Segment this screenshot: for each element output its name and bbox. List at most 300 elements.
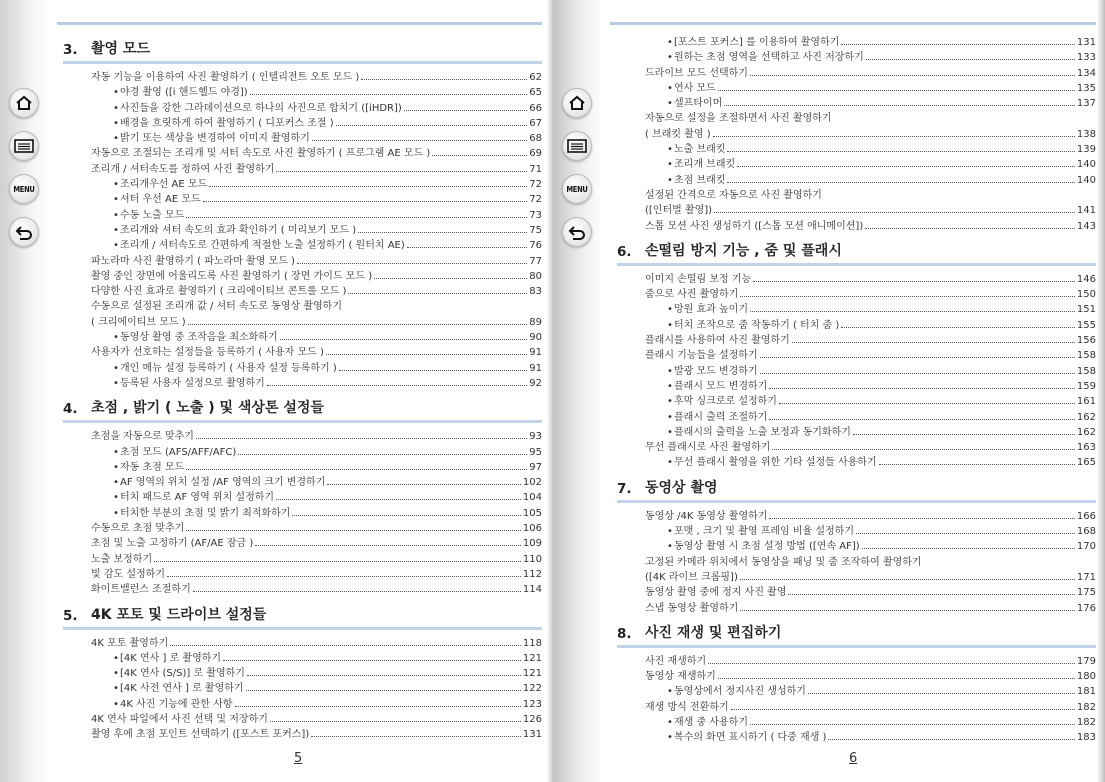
bullet-icon: •: [113, 209, 119, 221]
toc-entry[interactable]: [91, 192, 542, 207]
toc-entry-label: 줌으로 사진 촬영하기: [645, 289, 739, 301]
toc-entry[interactable]: [645, 157, 1096, 172]
top-rule: [57, 22, 542, 25]
toc-entry[interactable]: [645, 272, 1096, 287]
toc-entry[interactable]: [645, 173, 1096, 188]
dot-leader: [760, 357, 1075, 358]
toc-entry[interactable]: [91, 582, 542, 597]
toc-entry-page: 91: [529, 362, 542, 374]
dot-leader: [865, 228, 1075, 229]
home-button[interactable]: [562, 88, 592, 118]
dot-leader: [740, 610, 1075, 611]
top-rule: [610, 22, 1096, 25]
toc-entry[interactable]: [91, 567, 542, 582]
dot-leader: [223, 660, 521, 661]
toc-entry-page: 134: [1076, 67, 1096, 79]
toc-entry[interactable]: [91, 177, 542, 192]
toc-entry-text: [113, 192, 201, 207]
toc-entry-page: 121: [522, 668, 542, 680]
toc-entry-label: 동영상 촬영 시 초점 설정 방법 ([연속 AF]): [674, 541, 860, 553]
toc-entry[interactable]: [91, 85, 542, 100]
toc-entry[interactable]: [91, 315, 542, 330]
toc-entry[interactable]: [645, 348, 1096, 363]
toc-entry[interactable]: [645, 654, 1096, 669]
toc-entry[interactable]: [91, 208, 542, 223]
toc-entry-text: [645, 440, 770, 455]
toc-entry[interactable]: [645, 96, 1096, 111]
toc-entry-text: [667, 425, 851, 440]
toc-entry-text: [667, 379, 767, 394]
dot-leader: [862, 548, 1075, 549]
toc-entry-page: 135: [1076, 82, 1096, 94]
toc-entry-label: 재생 중 사용하기: [674, 716, 748, 728]
dot-leader: [297, 263, 527, 264]
back-button[interactable]: [562, 217, 592, 247]
toc-entry-text: [113, 697, 233, 712]
toc-entry-text: [667, 81, 716, 96]
toc-entry[interactable]: [645, 715, 1096, 730]
toc-entry-text: [645, 127, 711, 142]
toc-entry[interactable]: [91, 445, 542, 460]
toc-entry-label: ([4K 라이브 크롭핑]): [645, 571, 738, 583]
toc-entry-page: 146: [1076, 273, 1096, 285]
entry-list: [63, 636, 542, 743]
toc-entry-text: [645, 111, 1096, 126]
section-rule: [63, 627, 542, 630]
toc-entry-page: 72: [529, 194, 542, 206]
toc-entry-label: 조리개와 셔터 속도의 효과 확인하기 ( 미리보기 모드 ): [120, 224, 357, 236]
toc-entry[interactable]: [91, 521, 542, 536]
dot-leader: [276, 499, 521, 500]
toc-entry[interactable]: [645, 318, 1096, 333]
section-title: 4K 포토 및 드라이브 설정들: [91, 606, 267, 623]
dot-leader: [772, 449, 1074, 450]
toc-entry[interactable]: [91, 460, 542, 475]
toc-entry[interactable]: [645, 333, 1096, 348]
toc-entry-text: [113, 116, 334, 131]
toc-entry[interactable]: [645, 127, 1096, 142]
bullet-icon: •: [667, 716, 673, 728]
toc-entry-page: 105: [522, 507, 542, 519]
toc-entry-page: 112: [522, 568, 542, 580]
back-button[interactable]: [9, 217, 39, 247]
toc-entry-page: 151: [1076, 304, 1096, 316]
toc-entry-label: 초점 모드 (AFS/AFF/AFC): [120, 446, 237, 458]
toc-entry-label: 플래시를 사용하여 사진 촬영하기: [645, 335, 790, 347]
toc-entry[interactable]: [91, 299, 542, 314]
right-page: [553, 0, 1105, 782]
toc-entry-text: [91, 712, 268, 727]
bullet-icon: •: [113, 362, 119, 374]
dot-leader: [186, 530, 521, 531]
dot-leader: [713, 136, 1075, 137]
toc-entry-label: 플래시 모드 변경하기: [674, 380, 768, 392]
toc-entry-label: 스냅 동영상 촬영하기: [645, 602, 739, 614]
toc-entry-label: 발광 모드 변경하기: [674, 365, 758, 377]
toc-entry-text: [645, 585, 786, 600]
toc-entry-page: 176: [1076, 602, 1096, 614]
toc-entry-text: [91, 284, 346, 299]
bullet-icon: •: [667, 37, 673, 48]
section-title: 촬영 모드: [91, 41, 150, 57]
toc-entry[interactable]: [91, 536, 542, 551]
toc-entry-text: [645, 509, 767, 524]
section-heading[interactable]: [63, 604, 542, 624]
toc-entry[interactable]: [91, 666, 542, 681]
dot-leader: [312, 140, 527, 141]
toc-entry-label: 사진들을 강한 그라데이션으로 하나의 사진으로 합치기 ([iHDR]): [120, 102, 402, 114]
toc-entry[interactable]: [645, 50, 1096, 65]
toc-entry[interactable]: [91, 116, 542, 131]
toc-entry[interactable]: [645, 364, 1096, 379]
toc-entry-text: [113, 475, 325, 490]
section-heading[interactable]: [63, 397, 542, 417]
toc-entry-text: [113, 361, 337, 376]
toc-entry-page: 171: [1076, 571, 1096, 583]
toc-entry-text: [645, 669, 716, 684]
toc-entry[interactable]: [91, 70, 542, 85]
toc-entry-text: [113, 238, 405, 253]
toc-entry-label: 자동 기능을 이용하여 사진 촬영하기 ( 인텔리전트 오토 모드 ): [91, 72, 360, 83]
toc-entry-page: 162: [1076, 411, 1096, 423]
toc-entry-label: AF 영역의 위치 설정 /AF 영역의 크기 변경하기: [120, 477, 326, 489]
section-number: 4.: [63, 401, 78, 418]
page-number: 6: [849, 751, 858, 766]
toc-entry-page: 62: [529, 72, 542, 83]
bullet-icon: •: [667, 686, 673, 698]
dot-leader: [828, 739, 1074, 740]
bullet-icon: •: [667, 411, 673, 423]
toc-entry[interactable]: [645, 379, 1096, 394]
toc-entry[interactable]: [91, 712, 542, 727]
toc-entry-page: 76: [529, 240, 542, 252]
toc-entry[interactable]: [645, 509, 1096, 524]
toc-entry[interactable]: [91, 254, 542, 269]
home-icon: [15, 95, 33, 111]
toc-entry-page: 67: [529, 117, 542, 129]
toc-entry-page: 168: [1076, 526, 1096, 538]
menu-button[interactable]: [9, 174, 39, 204]
toc-entry-page: 104: [522, 492, 542, 504]
toc-entry-label: 연사 모드: [674, 82, 716, 94]
menu-button[interactable]: [562, 174, 592, 204]
toc-entry-label: 동영상 재생하기: [645, 671, 716, 683]
dot-leader: [779, 403, 1075, 404]
toc-entry-text: [667, 730, 826, 745]
toc-entry[interactable]: [91, 475, 542, 490]
dot-leader: [188, 324, 528, 325]
toc-entry-label: 동영상 /4K 동영상 촬영하기: [645, 510, 768, 522]
dot-leader: [255, 545, 521, 546]
toc-entry-text: [667, 142, 725, 157]
toc-entry-text: [91, 582, 191, 597]
bullet-icon: •: [113, 492, 119, 504]
toc-entry-text: [91, 429, 194, 444]
toc-entry-label: 다양한 사진 효과로 촬영하기 ( 크리에이티브 콘트롤 모드 ): [91, 286, 347, 298]
dot-leader: [760, 373, 1075, 374]
toc-entry-text: [91, 636, 168, 651]
toc-entry-page: 69: [529, 148, 542, 160]
dot-leader: [238, 454, 527, 455]
toc-entry-text: [113, 101, 402, 116]
dot-leader: [853, 434, 1075, 435]
dot-leader: [361, 79, 527, 80]
toc-entry[interactable]: [645, 684, 1096, 699]
toc-entry[interactable]: [645, 203, 1096, 218]
toc-entry-label: 초점 및 노출 고정하기 (AF/AE 잠금 ): [91, 538, 254, 550]
dot-leader: [167, 576, 521, 577]
toc-entry[interactable]: [91, 330, 542, 345]
dot-leader: [196, 438, 527, 439]
toc-entry-page: 121: [522, 652, 542, 664]
toc-entry-label: 셀프타이머: [674, 98, 723, 110]
dot-leader: [203, 201, 528, 202]
section-heading[interactable]: [617, 477, 1096, 497]
bullet-icon: •: [113, 507, 119, 519]
toc-entry-page: 140: [1076, 174, 1096, 186]
toc-entry[interactable]: [91, 727, 542, 742]
bullet-icon: •: [113, 117, 119, 129]
toc-entry-label: 플래시 출력 조절하기: [674, 411, 768, 423]
bullet-icon: •: [667, 319, 673, 331]
toc-entry-label: 무선 플래시 촬영을 위한 기타 설정들 사용하기: [674, 457, 877, 469]
toc-entry[interactable]: [645, 219, 1096, 234]
toc-entry-text: [645, 333, 790, 348]
toc-entry-page: 162: [1076, 426, 1096, 438]
toc-entry[interactable]: [645, 394, 1096, 409]
toc-entry-text: [91, 254, 295, 269]
toc-entry[interactable]: [91, 146, 542, 161]
toc-entry[interactable]: [91, 131, 542, 146]
dot-leader: [727, 182, 1074, 183]
toc-entry[interactable]: [645, 585, 1096, 600]
section-number: 6.: [617, 243, 632, 260]
toc-entry[interactable]: [645, 302, 1096, 317]
toc-entry-text: [645, 348, 758, 363]
dot-leader: [856, 533, 1075, 534]
bullet-icon: •: [113, 194, 119, 206]
toc-entry-page: 114: [522, 584, 542, 596]
section-title: 동영상 촬영: [645, 479, 718, 496]
toc-entry-page: 155: [1076, 319, 1096, 331]
section-heading[interactable]: [63, 38, 542, 58]
section-heading[interactable]: [617, 622, 1096, 642]
toc-entry[interactable]: [91, 490, 542, 505]
toc-entry-label: [포스트 포커스] 를 이용하여 촬영하기: [674, 37, 840, 48]
toc-entry-page: 110: [522, 553, 542, 565]
toc-entry-page: 179: [1076, 655, 1096, 667]
toc-entry-text: [113, 651, 221, 666]
toc-entry[interactable]: [91, 651, 542, 666]
toc-entry[interactable]: [645, 81, 1096, 96]
toc-entry-label: 설정된 간격으로 자동으로 사진 촬영하기: [645, 189, 822, 201]
dot-leader: [708, 663, 1075, 664]
toc-entry-page: 122: [522, 683, 542, 695]
bullet-icon: •: [667, 304, 673, 316]
toc-entry[interactable]: [91, 223, 542, 238]
toc-entry[interactable]: [645, 700, 1096, 715]
toc-entry[interactable]: [645, 35, 1096, 50]
toc-entry-page: 66: [529, 102, 542, 114]
dot-leader: [724, 105, 1075, 106]
toc-entry-text: [91, 269, 372, 284]
dot-leader: [247, 675, 521, 676]
toc-entry-page: 83: [529, 286, 542, 298]
toc-entry[interactable]: [645, 440, 1096, 455]
toc-entry[interactable]: [645, 188, 1096, 203]
dot-leader: [186, 217, 527, 218]
dot-leader: [267, 385, 527, 386]
toc-entry-label: 동영상 촬영 중에 정지 사진 촬영: [645, 587, 787, 599]
toc-entry[interactable]: [91, 101, 542, 116]
toc-entry[interactable]: [91, 376, 542, 391]
dot-leader: [336, 125, 528, 126]
toc-entry-label: 사진 재생하기: [645, 655, 707, 667]
toc-entry-text: [667, 715, 748, 730]
toc-entry-label: 야경 촬영 ([i 핸드헬드 야경]): [120, 87, 248, 99]
toc-entry-text: [113, 223, 356, 238]
dot-leader: [404, 110, 527, 111]
contents-button[interactable]: [562, 131, 592, 161]
toc-entry-text: [667, 410, 767, 425]
bullet-icon: •: [667, 365, 673, 377]
toc-entry-text: [113, 445, 236, 460]
toc-entry-text: [91, 70, 359, 85]
toc-entry[interactable]: [645, 669, 1096, 684]
toc-entry-label: 파노라마 사진 촬영하기 ( 파노라마 촬영 모드 ): [91, 255, 295, 267]
bullet-icon: •: [113, 668, 119, 680]
home-button[interactable]: [9, 88, 39, 118]
section-number: 3.: [63, 42, 78, 58]
bullet-icon: •: [667, 526, 673, 538]
toc-entry-label: 무선 플래시로 사진 촬영하기: [645, 442, 771, 454]
toc-entry-text: [645, 700, 729, 715]
bullet-icon: •: [667, 174, 673, 186]
toc-entry[interactable]: [91, 345, 542, 360]
bullet-icon: •: [667, 144, 673, 156]
toc-entry-text: [645, 555, 1096, 570]
toc-entry-text: [113, 460, 184, 475]
toc-entry-label: 터치 패드로 AF 영역 위치 설정하기: [120, 492, 275, 504]
bullet-icon: •: [667, 159, 673, 171]
bullet-icon: •: [113, 377, 119, 389]
toc-entry-text: [667, 96, 722, 111]
toc-entry-text: [91, 521, 184, 536]
toc-right: [617, 35, 1096, 746]
toc-entry[interactable]: [645, 66, 1096, 81]
toc-entry-label: 4K 포토 촬영하기: [91, 637, 169, 649]
bullet-icon: •: [113, 240, 119, 252]
toc-entry-page: 80: [529, 270, 542, 282]
toc-entry-page: 131: [1076, 37, 1096, 48]
section-title: 초점 , 밝기 ( 노출 ) 및 색상톤 설정들: [91, 400, 324, 417]
toc-section: [63, 604, 542, 743]
toc-entry[interactable]: [645, 601, 1096, 616]
toc-entry[interactable]: [91, 697, 542, 712]
dot-leader: [280, 339, 528, 340]
toc-entry-label: 후막 싱크로로 설정하기: [674, 396, 777, 408]
toc-entry[interactable]: [645, 111, 1096, 126]
toc-entry[interactable]: [91, 506, 542, 521]
toc-entry-text: [667, 318, 839, 333]
dot-leader: [326, 354, 527, 355]
toc-entry[interactable]: [645, 287, 1096, 302]
back-icon: [568, 224, 586, 240]
toc-entry[interactable]: [91, 681, 542, 696]
dot-leader: [788, 594, 1074, 595]
toc-entry-page: 92: [529, 377, 542, 389]
toc-entry[interactable]: [91, 429, 542, 444]
toc-entry[interactable]: [91, 284, 542, 299]
toc-entry-label: 4K 사진 기능에 관한 사항: [120, 698, 233, 710]
contents-button[interactable]: [9, 131, 39, 161]
toc-entry-label: 원하는 초점 영역을 선택하고 사진 저장하기: [674, 52, 864, 64]
toc-entry[interactable]: [91, 238, 542, 253]
toc-entry-page: 90: [529, 332, 542, 344]
dot-leader: [276, 171, 527, 172]
toc-entry[interactable]: [645, 730, 1096, 745]
toc-entry-page: 138: [1076, 128, 1096, 140]
toc-entry[interactable]: [91, 269, 542, 284]
dot-leader: [327, 484, 521, 485]
toc-entry[interactable]: [645, 539, 1096, 554]
toc-entry[interactable]: [645, 142, 1096, 157]
toc-entry-label: 등록된 사용자 설정으로 촬영하기: [120, 377, 265, 389]
toc-entry-label: 빛 감도 설정하기: [91, 568, 165, 580]
toc-section: [63, 38, 542, 391]
dot-leader: [731, 709, 1075, 710]
toc-entry[interactable]: [645, 570, 1096, 585]
toc-entry-page: 77: [529, 255, 542, 267]
toc-entry-text: [667, 302, 748, 317]
dot-leader: [235, 706, 521, 707]
toc-entry[interactable]: [645, 425, 1096, 440]
toc-entry-text: [667, 157, 735, 172]
toc-entry-label: 자동 초점 모드: [120, 461, 185, 473]
toc-entry-page: 131: [522, 729, 542, 741]
toc-entry-label: 플래시의 출력을 노출 보정과 동기화하기: [674, 426, 851, 438]
toc-entry-label: 사용자가 선호하는 설정들을 등록하기 ( 사용자 모드 ): [91, 347, 324, 359]
toc-entry-page: 133: [1076, 52, 1096, 64]
toc-entry-text: [91, 345, 324, 360]
section-heading[interactable]: [617, 240, 1096, 260]
toc-entry[interactable]: [91, 636, 542, 651]
toc-entry[interactable]: [645, 524, 1096, 539]
entry-list: [617, 272, 1096, 471]
toc-entry-page: 139: [1076, 144, 1096, 156]
toc-entry[interactable]: [645, 410, 1096, 425]
toc-entry-label: 포맷 , 크기 및 촬영 프레임 비율 설정하기: [674, 526, 854, 538]
toc-entry-label: 화이트밸런스 조절하기: [91, 584, 191, 596]
toc-entry-text: [667, 684, 806, 699]
dot-leader: [740, 579, 1075, 580]
dot-leader: [750, 724, 1075, 725]
toc-entry[interactable]: [645, 555, 1096, 570]
toc-entry-label: 수동 노출 모드: [120, 209, 185, 221]
section-rule: [617, 500, 1096, 503]
toc-entry-text: [113, 506, 290, 521]
toc-entry[interactable]: [91, 162, 542, 177]
toc-entry-label: 드라이브 모드 선택하기: [645, 67, 748, 79]
dot-leader: [374, 278, 527, 279]
dot-leader: [769, 419, 1075, 420]
toc-entry-label: 밝기 또는 색상을 변경하여 이미지 촬영하기: [120, 133, 310, 145]
dot-leader: [769, 518, 1074, 519]
toc-entry[interactable]: [91, 361, 542, 376]
toc-entry[interactable]: [91, 552, 542, 567]
toc-entry[interactable]: [645, 455, 1096, 470]
toc-entry-label: [4K 연사 (S/S)] 로 촬영하기: [120, 668, 245, 680]
